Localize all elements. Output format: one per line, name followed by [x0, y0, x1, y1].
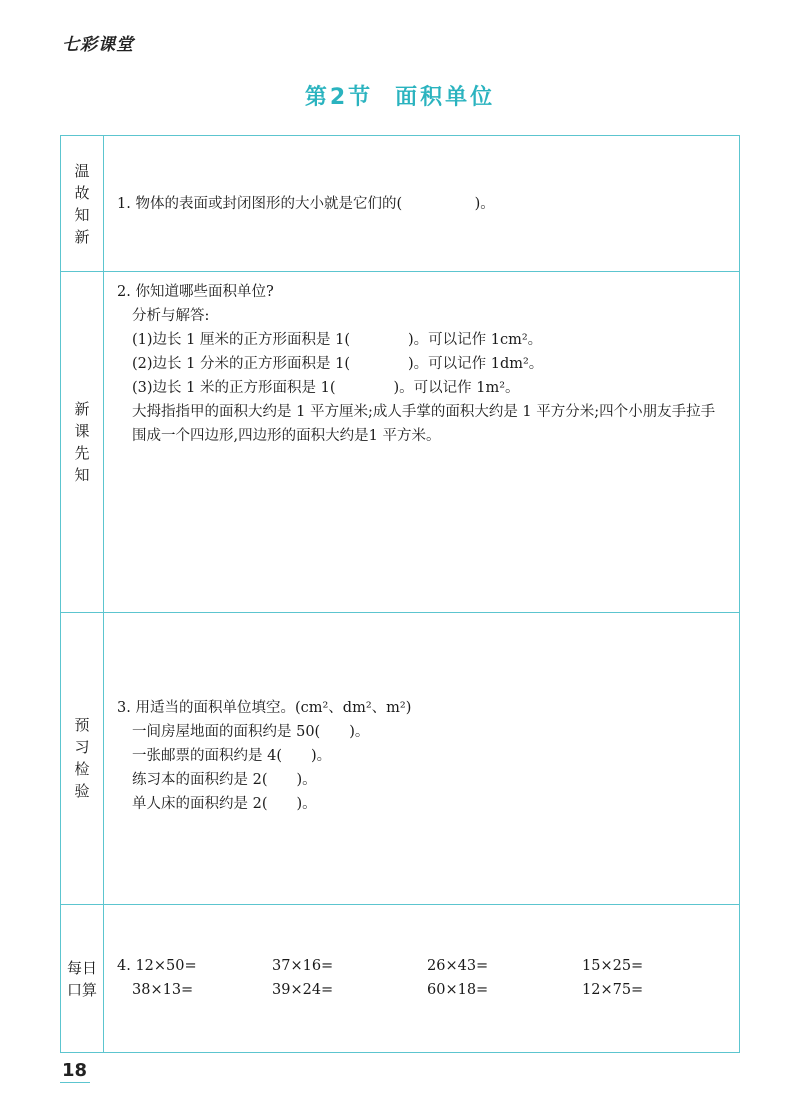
section-preview-content — [117, 280, 729, 448]
section-label-preview: 新课先知 — [74, 399, 90, 484]
calc-item: 15×25= — [582, 958, 644, 974]
section-label-check: 预习检验 — [74, 716, 90, 800]
page-number: 18 — [62, 1060, 88, 1081]
calc-item: 38×13= — [132, 982, 194, 998]
fill-item: 一间房屋地面的面积约是 50( )。 — [132, 724, 370, 740]
brand-logo: 七彩课堂 — [62, 35, 134, 55]
question-2: 2. 你知道哪些面积单位? — [117, 284, 274, 300]
section-label-mental-math: 每日口算 — [66, 959, 97, 999]
calc-item: 37×16= — [272, 958, 334, 974]
question-3: 3. 用适当的面积单位填空。(cm²、dm²、m²) — [117, 700, 412, 716]
section-number: 第2节 — [304, 85, 374, 110]
section-title: 面积单位 — [395, 85, 496, 110]
analysis-line: (1)边长 1 厘米的正方形面积是 1( )。可以记作 1cm²。 — [132, 332, 543, 348]
explanation-text: 大拇指指甲的面积大约是 1 平方厘米;成人手掌的面积大约是 1 平方分米;四个小朋友手拉手围成一个四边形,四边形的面积大约是1 平方米。 — [132, 404, 716, 444]
calc-grid — [117, 954, 729, 1002]
analysis-heading: 分析与解答: — [132, 308, 210, 324]
section-mental-math-content — [117, 954, 729, 1002]
question-1: 1. 物体的表面或封闭图形的大小就是它们的( )。 — [117, 196, 495, 212]
calc-item: 39×24= — [272, 982, 334, 998]
analysis-line: (2)边长 1 分米的正方形面积是 1( )。可以记作 1dm²。 — [132, 356, 544, 372]
fill-item: 练习本的面积约是 2( )。 — [132, 772, 317, 788]
page-title — [0, 80, 800, 111]
fill-item: 单人床的面积约是 2( )。 — [132, 796, 317, 812]
calc-item: 12×75= — [582, 982, 644, 998]
section-review-content — [117, 192, 729, 216]
fill-item: 一张邮票的面积约是 4( )。 — [132, 748, 332, 764]
calc-item: 60×18= — [427, 982, 489, 998]
analysis-line: (3)边长 1 米的正方形面积是 1( )。可以记作 1m²。 — [132, 380, 520, 396]
calc-item: 26×43= — [427, 958, 489, 974]
worksheet-frame — [60, 135, 740, 1053]
section-label-review: 温故知新 — [74, 161, 90, 246]
calc-item: 4. 12×50= — [117, 958, 197, 974]
section-check-content — [117, 696, 729, 816]
